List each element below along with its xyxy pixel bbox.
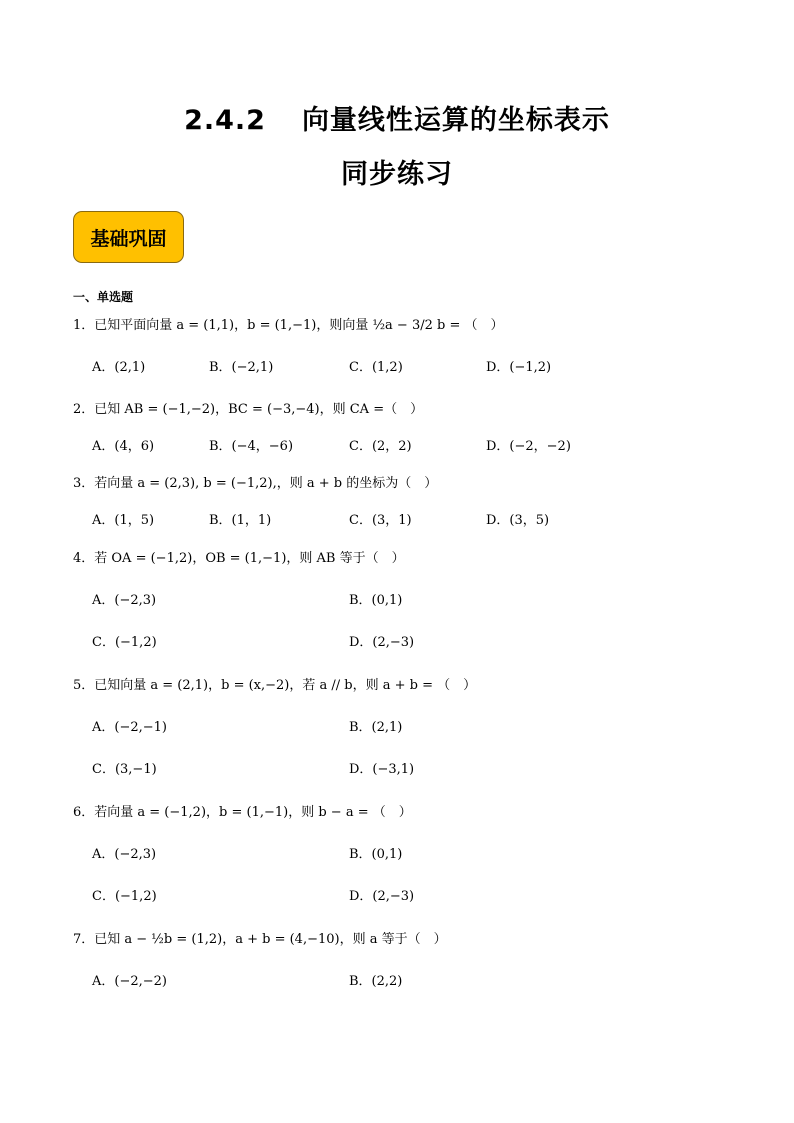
q4-option-c: C．(−1,2): [92, 635, 157, 650]
question-5-stem: 5．已知向量 a = (2,1)，b = (x,−2)，若 a // b，则 a + b = （ ）: [73, 678, 477, 693]
question-2-stem: 2．已知 AB = (−1,−2)，BC = (−3,−4)，则 CA =（ ）: [73, 402, 424, 417]
q1-option-a: A．(2,1): [92, 360, 146, 375]
q6-option-a: A．(−2,3): [92, 847, 157, 862]
q4-option-d: D．(2,−3): [349, 635, 415, 650]
q3-option-c: C．(3，1): [349, 513, 412, 528]
q3-option-d: D．(3，5): [486, 513, 550, 528]
page-subtitle: 同步练习: [341, 159, 453, 190]
question-4-stem: 4．若 OA = (−1,2)，OB = (1,−1)，则 AB 等于（ ）: [73, 551, 405, 566]
q5-option-b: B．(2,1): [349, 720, 403, 735]
question-1-stem: 1．已知平面向量 a = (1,1)，b = (1,−1)，则向量 ½a − 3/2 b = （ ）: [73, 318, 504, 333]
q3-option-a: A．(1，5): [92, 513, 155, 528]
page-title: [0, 98, 794, 137]
question-7-stem: 7．已知 a − ½b = (1,2)，a + b = (4,−10)，则 a 等于（ ）: [73, 932, 447, 947]
section-heading: 一、单选题: [73, 290, 134, 304]
q2-option-a: A．(4，6): [92, 439, 155, 454]
q6-option-b: B．(0,1): [349, 847, 403, 862]
q7-option-a: A．(−2,−2): [92, 974, 167, 989]
q2-option-c: C．(2，2): [349, 439, 412, 454]
q1-option-c: C．(1,2): [349, 360, 403, 375]
q4-option-b: B．(0,1): [349, 593, 403, 608]
q5-option-d: D．(−3,1): [349, 762, 415, 777]
q2-option-d: D．(−2，−2): [486, 439, 571, 454]
q5-option-a: A．(−2,−1): [92, 720, 167, 735]
q4-option-a: A．(−2,3): [92, 593, 157, 608]
q3-option-b: B．(1，1): [209, 513, 272, 528]
q6-option-c: C．(−1,2): [92, 889, 157, 904]
basic-consolidation-badge: 基础巩固: [73, 211, 184, 263]
title-main: 向量线性运算的坐标表示: [301, 105, 610, 136]
q7-option-b: B．(2,2): [349, 974, 403, 989]
q5-option-c: C．(3,−1): [92, 762, 157, 777]
q6-option-d: D．(2,−3): [349, 889, 415, 904]
question-6-stem: 6．若向量 a = (−1,2)，b = (1,−1)，则 b − a = （ ）: [73, 805, 412, 820]
q1-option-d: D．(−1,2): [486, 360, 552, 375]
section-number: 2.4.2: [184, 105, 266, 136]
question-3-stem: 3．若向量 a = (2,3), b = (−1,2),，则 a + b 的坐标为（ ）: [73, 476, 438, 491]
q1-option-b: B．(−2,1): [209, 360, 274, 375]
q2-option-b: B．(−4，−6): [209, 439, 294, 454]
